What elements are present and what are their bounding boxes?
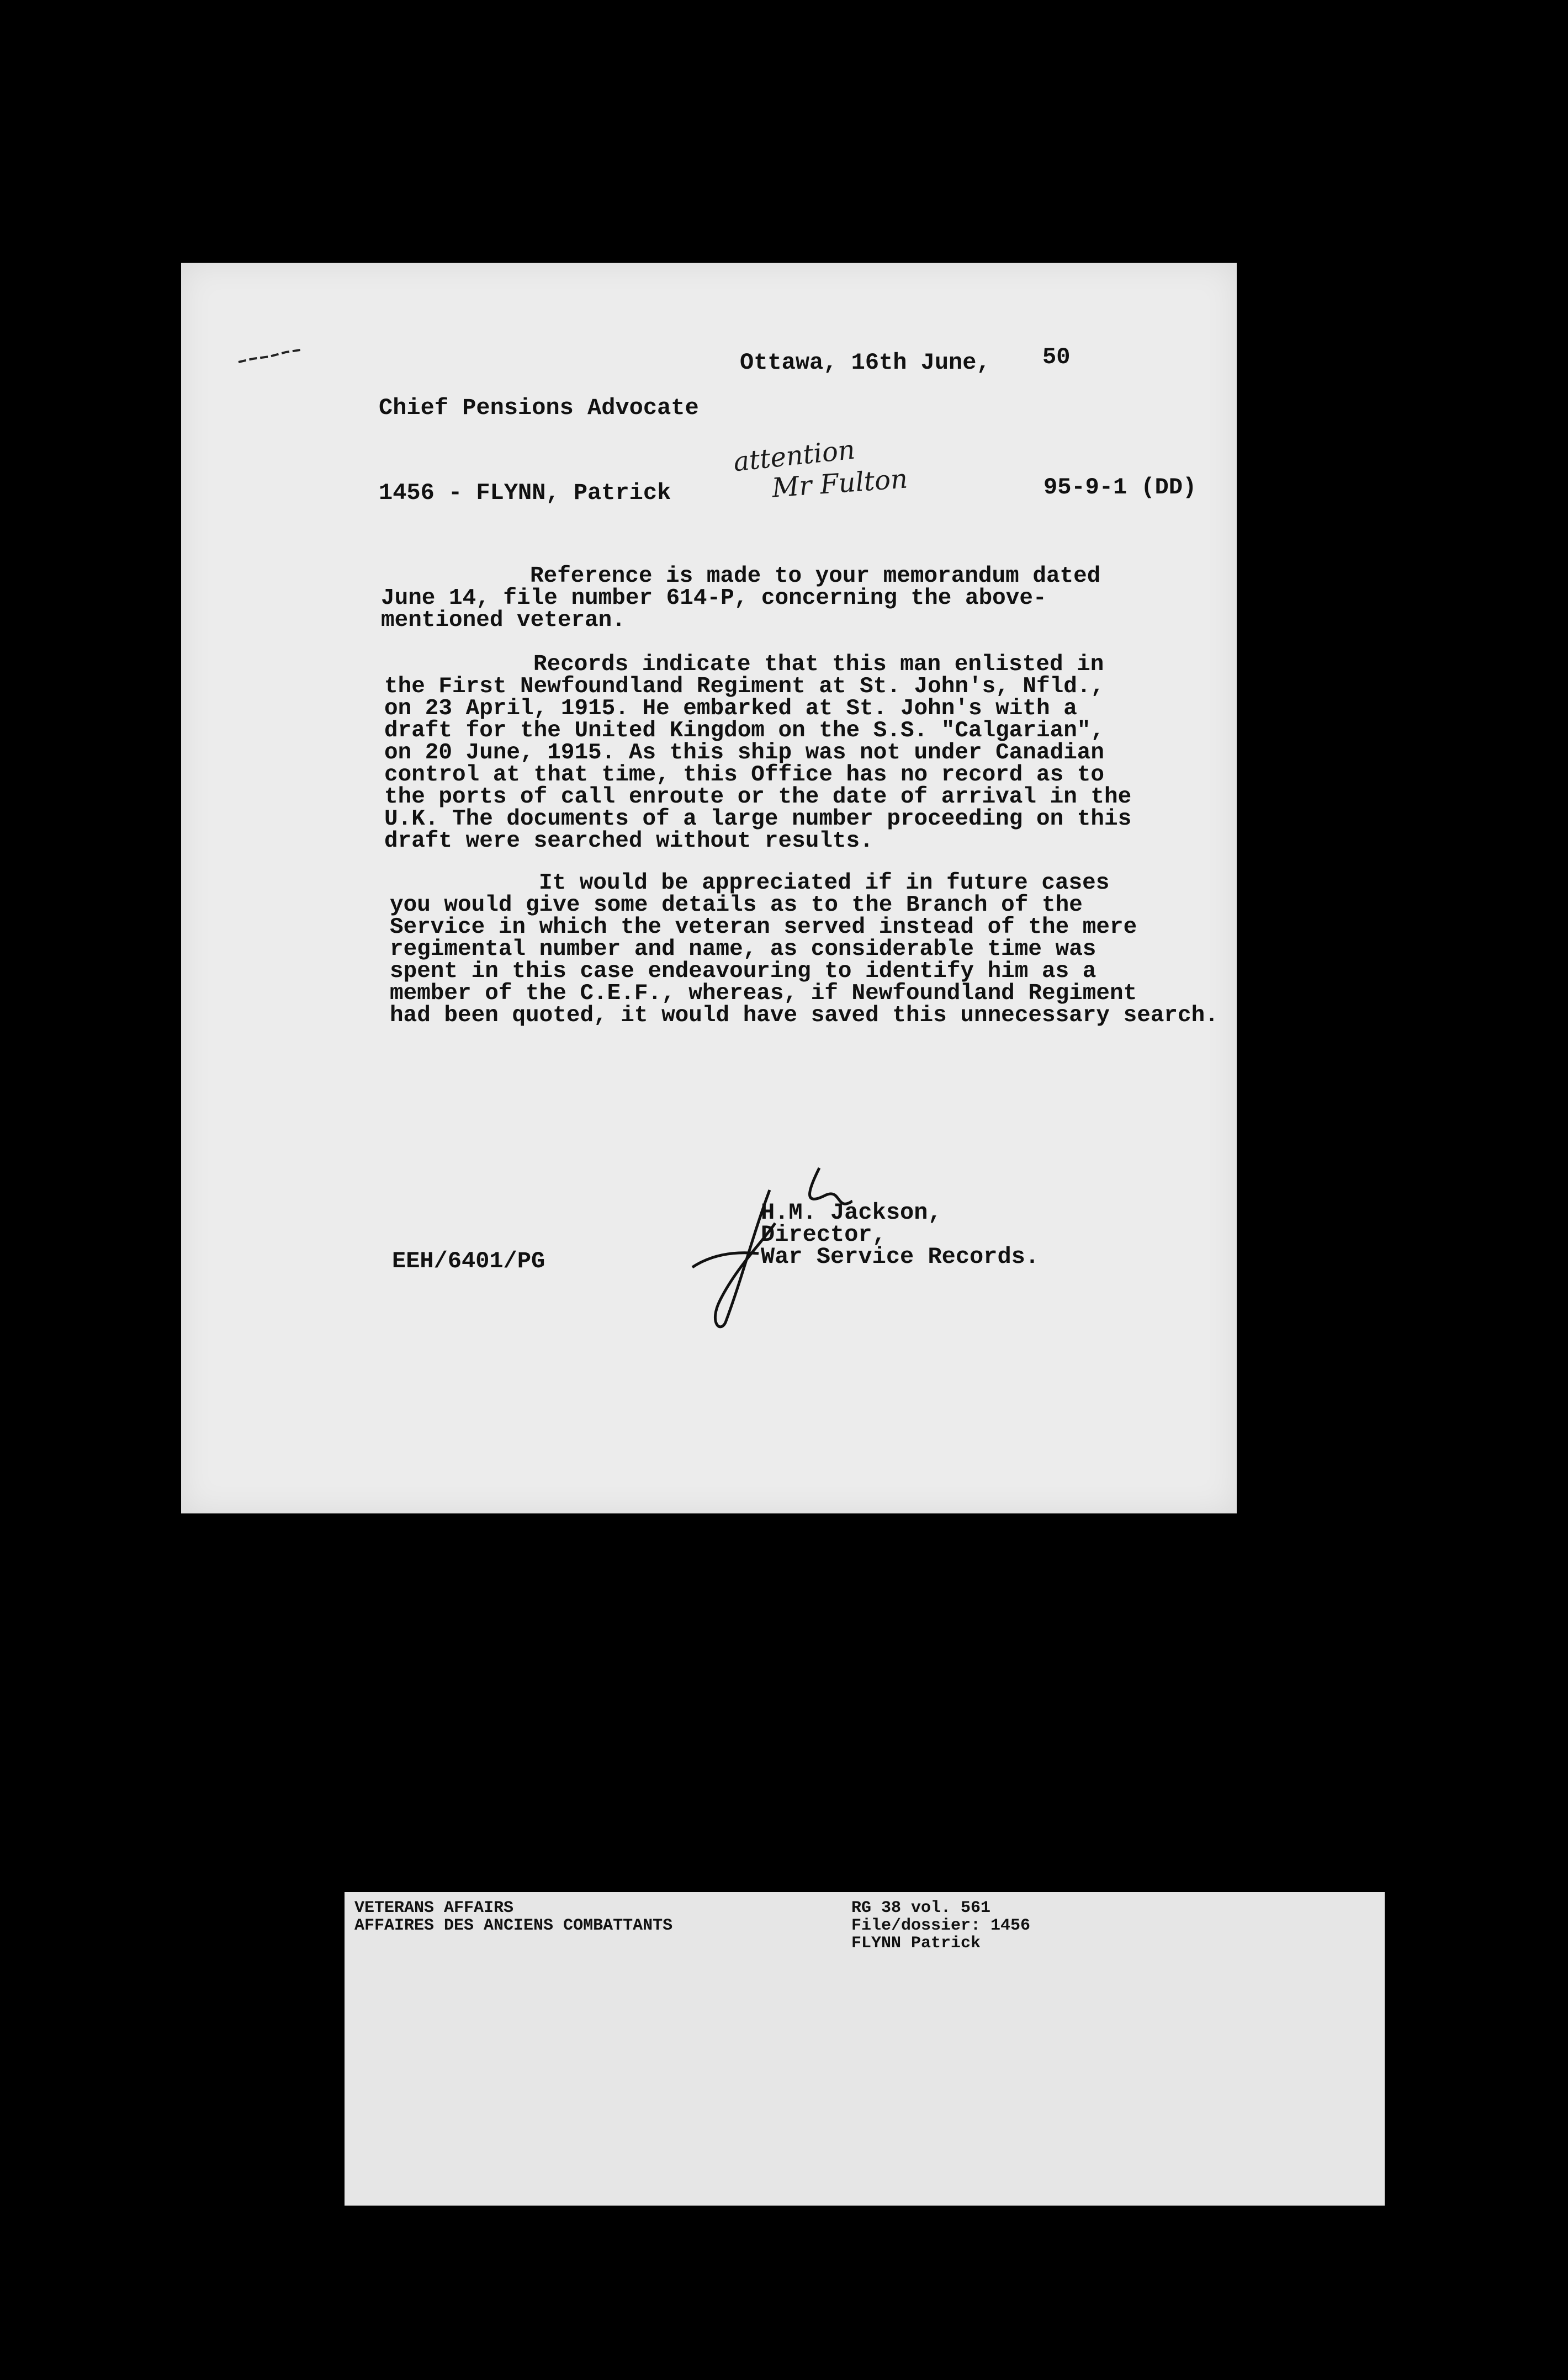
reference-code: EEH/6401/PG: [392, 1248, 545, 1274]
letter-page: [181, 263, 1237, 1513]
paragraph-2: [384, 654, 1131, 852]
paragraph-line: regimental number and name, as considerable time was: [390, 937, 1096, 962]
paragraph-line: Reference is made to your memorandum dated: [530, 564, 1101, 589]
signature-name: H.M. Jackson,: [761, 1199, 942, 1226]
recipient: Chief Pensions Advocate: [379, 395, 699, 421]
paragraph-line: the ports of call enroute or the date of arrival in the: [384, 784, 1132, 810]
slip-department-en: VETERANS AFFAIRS: [354, 1899, 514, 1917]
signature-office: War Service Records.: [761, 1244, 1040, 1270]
paragraph-line: the First Newfoundland Regiment at St. John's, Nfld.,: [384, 674, 1105, 699]
paragraph-3: [390, 872, 1219, 1027]
paragraph-line: It would be appreciated if in future cases: [539, 870, 1110, 896]
paragraph-line: Records indicate that this man enlisted in: [533, 652, 1104, 677]
paragraph-line: control at that time, this Office has no record as to: [384, 762, 1105, 788]
file-reference: 95-9-1 (DD): [1043, 474, 1197, 501]
archive-slip: [345, 1892, 1385, 2206]
slip-record-group: RG 38 vol. 561: [851, 1899, 991, 1917]
signature-title: Director,: [761, 1221, 886, 1248]
paragraph-line: U.K. The documents of a large number proceeding on this: [384, 806, 1132, 832]
paragraph-1: [381, 565, 1100, 631]
paragraph-line: draft for the United Kingdom on the S.S. "Calgarian",: [384, 718, 1105, 743]
slip-file-number: File/dossier: 1456: [851, 1916, 1031, 1935]
subject-line: 1456 - FLYNN, Patrick: [379, 480, 671, 506]
paragraph-line: June 14, file number 614-P, concerning the above-: [381, 586, 1047, 611]
paragraph-line: spent in this case endeavouring to identify him as a: [390, 959, 1096, 984]
handwritten-note-line-2: Mr Fulton: [771, 463, 909, 504]
paragraph-line: you would give some details as to the Branch of the: [390, 892, 1083, 918]
paragraph-line: on 23 April, 1915. He embarked at St. John's with a: [384, 696, 1077, 721]
place-date: Ottawa, 16th June,: [740, 349, 990, 376]
pen-mark: [236, 346, 303, 368]
paragraph-line: mentioned veteran.: [381, 608, 626, 633]
slip-department-fr: AFFAIRES DES ANCIENS COMBATTANTS: [354, 1916, 673, 1935]
handwritten-note-line-1: attention: [732, 434, 857, 478]
paragraph-line: on 20 June, 1915. As this ship was not under Canadian: [384, 740, 1105, 766]
paragraph-line: Service in which the veteran served instead of the mere: [390, 915, 1137, 940]
paragraph-line: had been quoted, it would have saved this unnecessary search.: [390, 1003, 1219, 1028]
paragraph-line: member of the C.E.F., whereas, if Newfoundland Regiment: [390, 981, 1137, 1006]
paragraph-line: draft were searched without results.: [384, 828, 873, 854]
letter-year: 50: [1042, 344, 1071, 370]
slip-person-name: FLYNN Patrick: [851, 1934, 981, 1953]
